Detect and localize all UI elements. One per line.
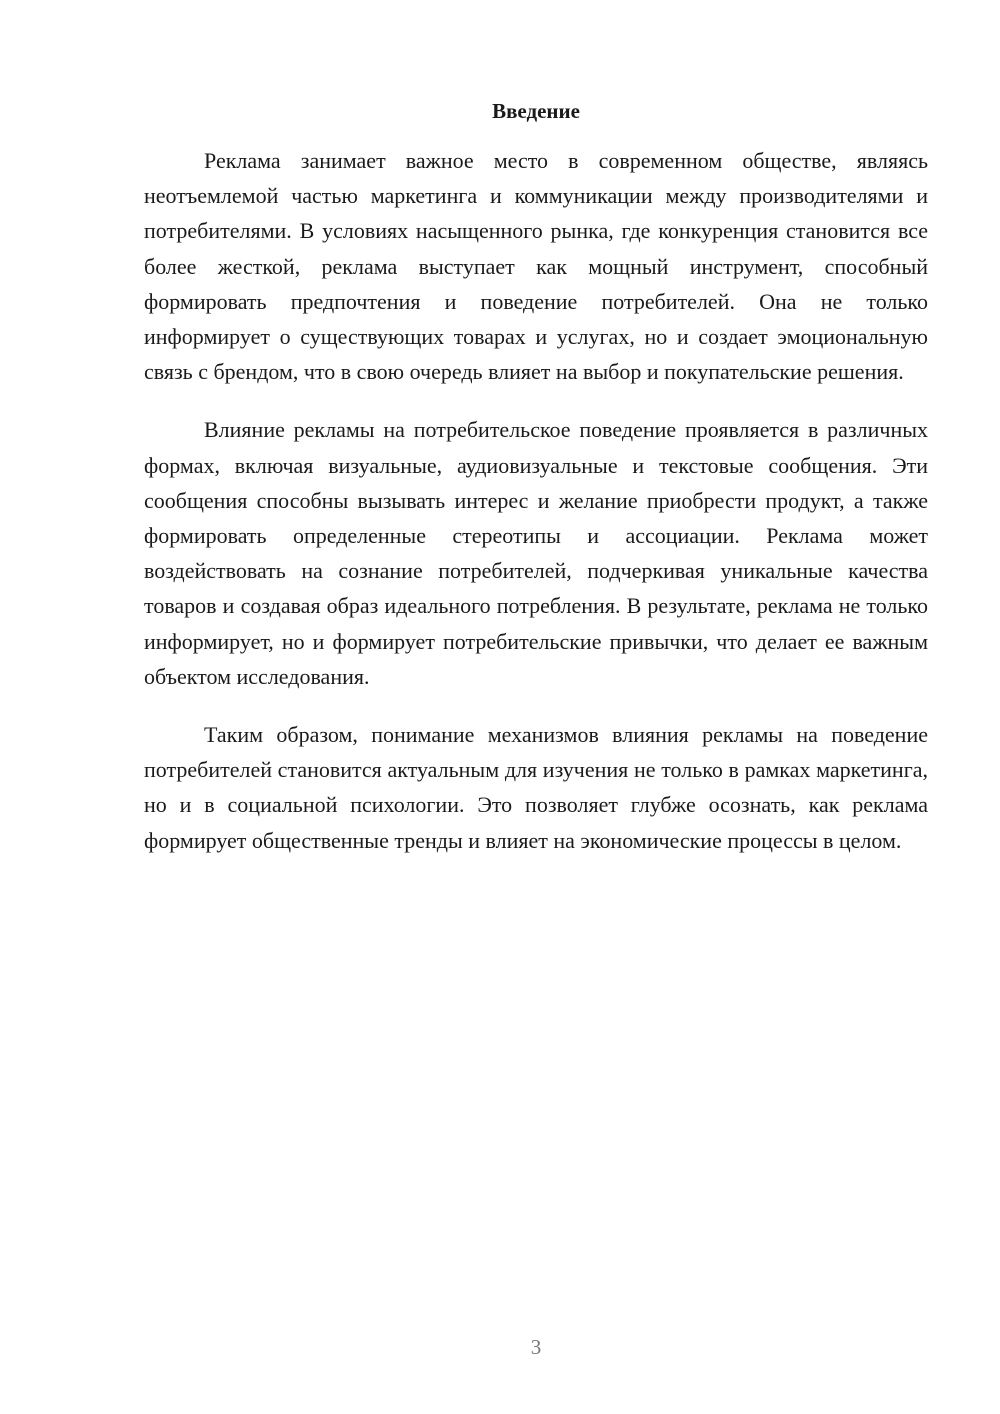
paragraph-3: Таким образом, понимание механизмов влияния рекламы на поведение потребителей становится актуальным для изучения не только в рамках маркетинга, но и в социальной психологии. Это позволяет глубже осознать, как реклама формирует общественные тренды и влияет на экономические процессы в целом.: [144, 722, 928, 853]
body-text: [144, 143, 928, 881]
section-title: Введение: [492, 99, 580, 123]
paragraph-1: Реклама занимает важное место в современном обществе, являясь неотъемлемой частью маркетинга и коммуникации между производителями и потребителями. В условиях насыщенного рынка, где конкуренция становится все более жесткой, реклама выступает как мощный инструмент, способный формировать предпочтения и поведение потребителей. Она не только информирует о существующих товарах и услугах, но и создает эмоциональную связь с брендом, что в свою очередь влияет на выбор и покупательские решения.: [144, 148, 928, 385]
page-number: 3: [530, 1335, 542, 1359]
paragraph-2: Влияние рекламы на потребительское поведение проявляется в различных формах, включая визуальные, аудиовизуальные и текстовые сообщения. Эти сообщения способны вызывать интерес и желание приобрести продукт, а также формировать определенные стереотипы и ассоциации. Реклама может воздействовать на сознание потребителей, подчеркивая уникальные качества товаров и создавая образ идеального потребления. В результате, реклама не только информирует, но и формирует потребительские привычки, что делает ее важным объектом исследования.: [144, 417, 928, 689]
